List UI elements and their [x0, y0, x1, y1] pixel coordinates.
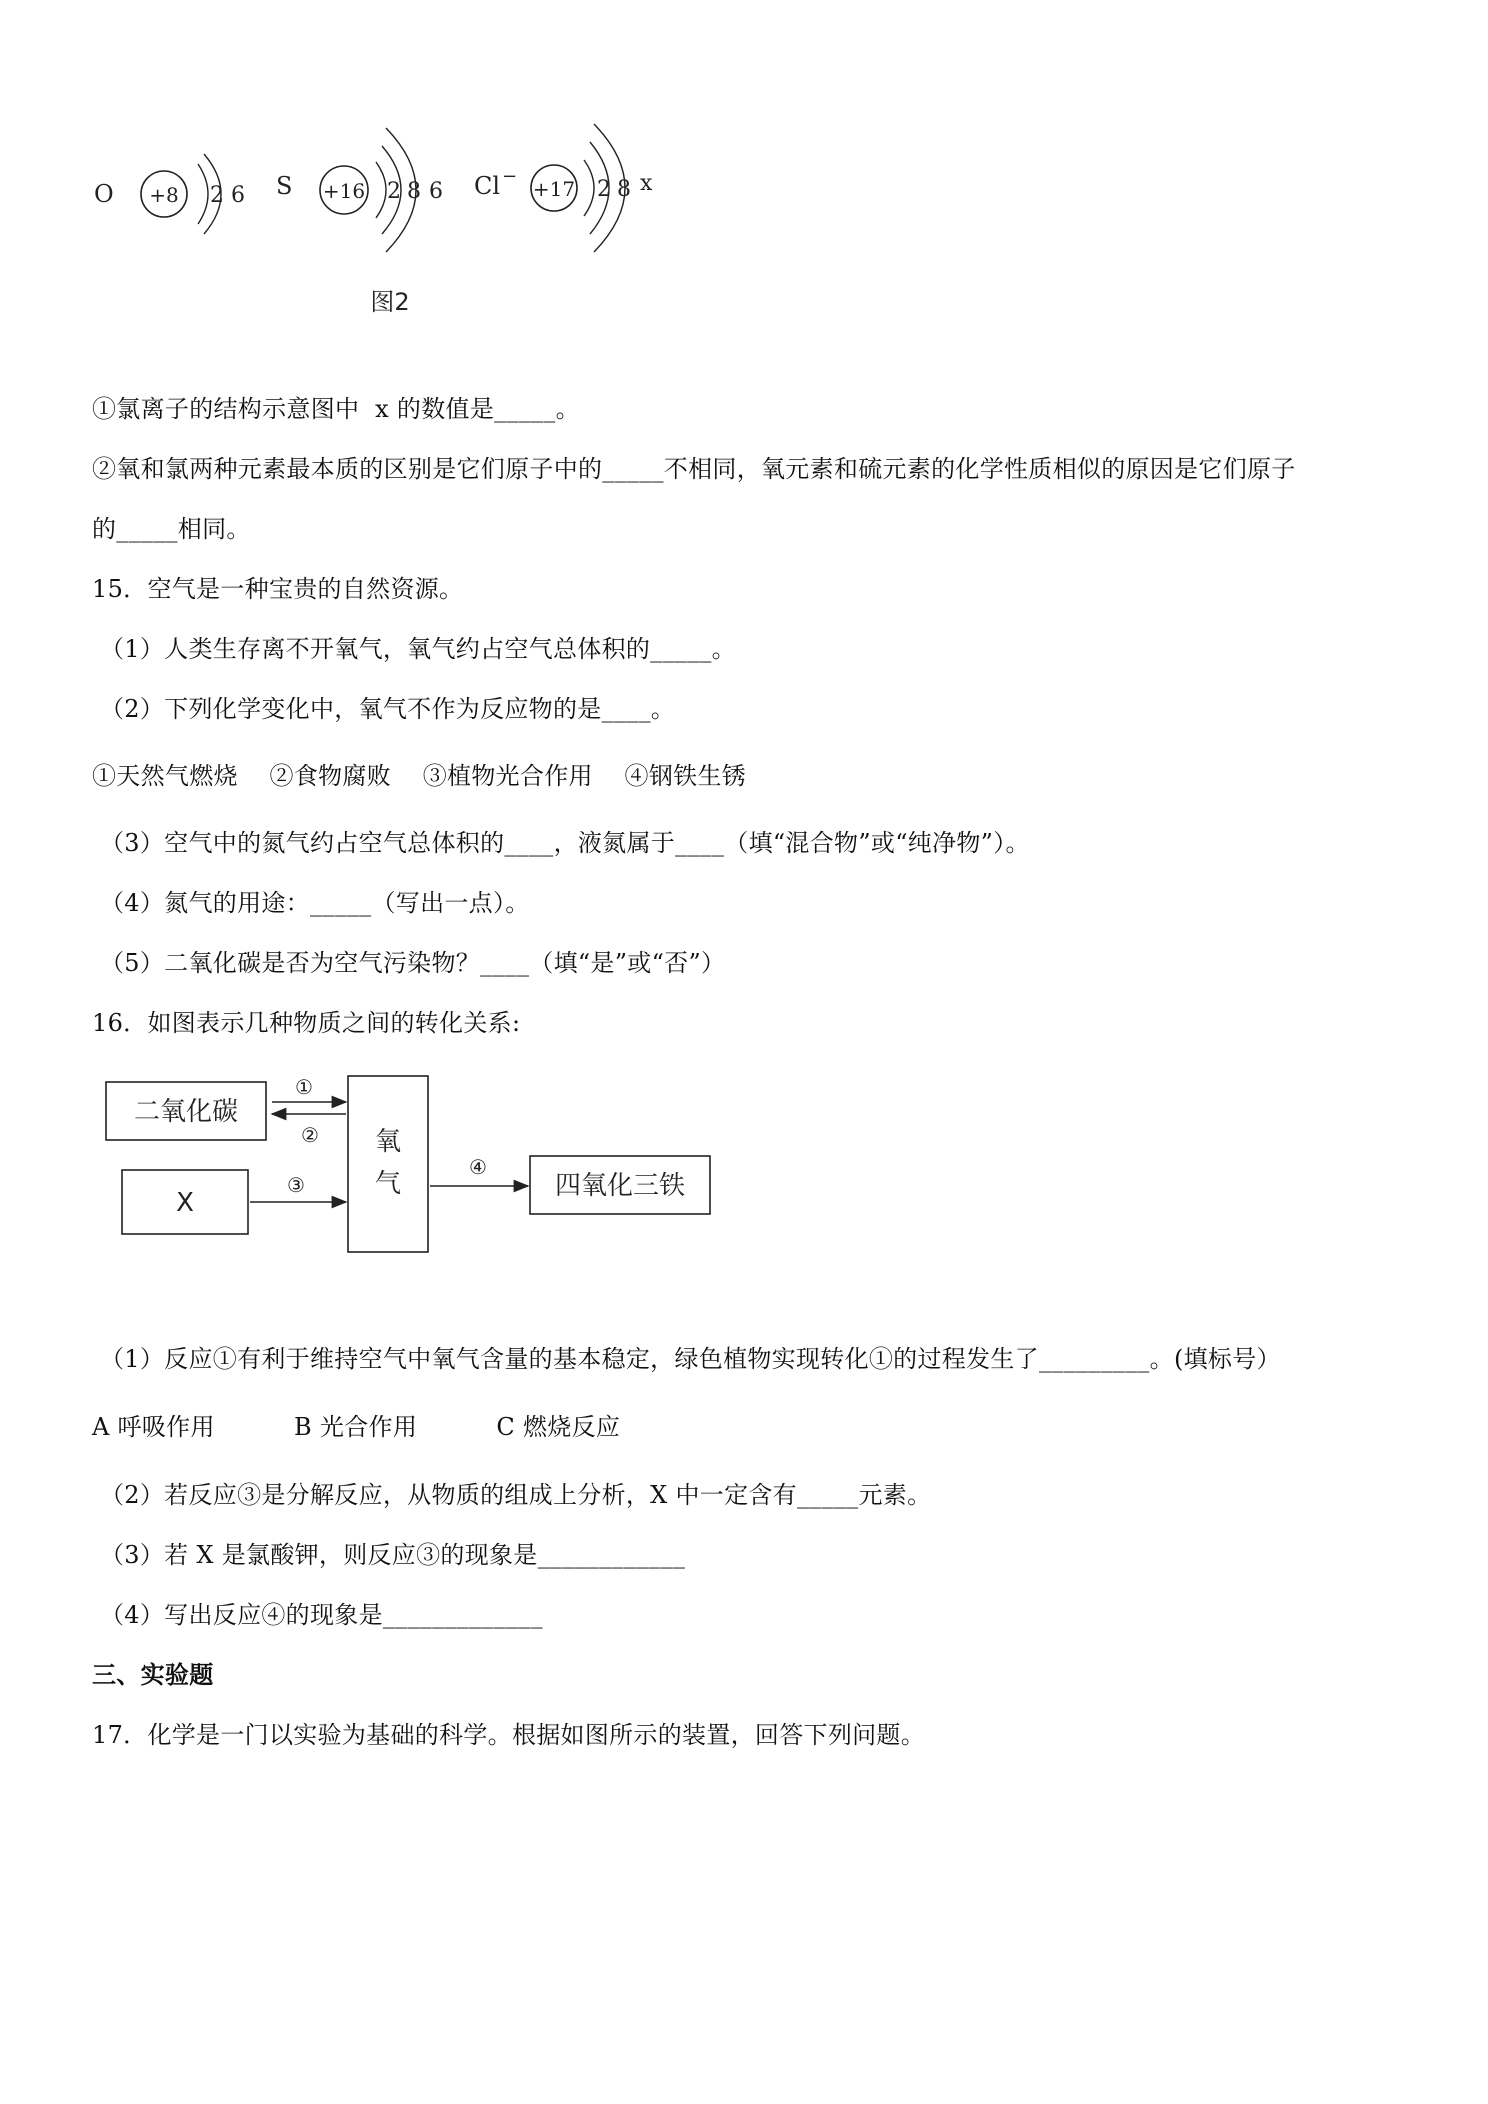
oxygen-shell-1-count: 2 — [210, 183, 224, 208]
arrow-3-label: ③ — [287, 1173, 305, 1197]
x-box-label: X — [176, 1188, 194, 1218]
arrow-1-label: ① — [295, 1075, 313, 1099]
q15-part1: （1）人类生存离不开氧气，氧气约占空气总体积的_____。 — [100, 635, 736, 663]
sulfur-nucleus-charge: +16 — [322, 179, 366, 203]
conversion-diagram — [100, 1070, 730, 1270]
q16-part1: （1）反应①有利于维持空气中氧气含量的基本稳定，绿色植物实现转化①的过程发生了_________。(填标号） — [100, 1345, 1281, 1373]
o2-box — [348, 1076, 428, 1252]
q17-stem: 17．化学是一门以实验为基础的科学。根据如图所示的装置，回答下列问题。 — [92, 1721, 926, 1749]
figure-caption: 图2 — [370, 288, 410, 316]
q15-part3: （3）空气中的氮气约占空气总体积的____，液氮属于____（填“混合物”或“纯净物”）。 — [100, 829, 1030, 857]
o2-box-label-bottom: 气 — [374, 1169, 402, 1199]
chloride-shell-2-count: 8 — [617, 177, 631, 202]
q15-part5: （5）二氧化碳是否为空气污染物？____（填“是”或“否”） — [100, 949, 726, 977]
chloride-shell-3-count: x — [640, 171, 653, 196]
oxygen-shell-2-count: 6 — [231, 183, 245, 208]
o2-box-label-top: 氧 — [374, 1127, 402, 1157]
q15-part4: （4）氮气的用途：_____（写出一点）。 — [100, 889, 530, 917]
q14-sub1: ①氯离子的结构示意图中 x 的数值是_____。 — [92, 395, 580, 423]
arrow-2-label: ② — [301, 1123, 319, 1147]
chloride-shell-1-count: 2 — [597, 177, 611, 202]
q15-stem: 15．空气是一种宝贵的自然资源。 — [92, 575, 464, 603]
sulfur-symbol: S — [276, 172, 293, 200]
sulfur-shell-2-count: 8 — [407, 179, 421, 204]
q14-sub2-line2: 的_____相同。 — [92, 515, 251, 543]
co2-box-label: 二氧化碳 — [133, 1097, 239, 1127]
arrow-4-label: ④ — [469, 1155, 487, 1179]
q16-stem: 16．如图表示几种物质之间的转化关系: — [92, 1009, 521, 1037]
sulfur-shell-3-count: 6 — [429, 179, 443, 204]
chloride-charge: − — [502, 166, 518, 187]
oxygen-shell-1 — [198, 164, 208, 224]
q16-part1-options: A 呼吸作用 B 光合作用 C 燃烧反应 — [92, 1413, 621, 1441]
q16-part3: （3）若 X 是氯酸钾，则反应③的现象是____________ — [100, 1541, 686, 1569]
q15-part2-options: ①天然气燃烧 ②食物腐败 ③植物光合作用 ④钢铁生锈 — [92, 762, 747, 790]
fe3o4-box-label: 四氧化三铁 — [554, 1171, 686, 1201]
q15-part2: （2）下列化学变化中，氧气不作为反应物的是____。 — [100, 695, 676, 723]
section-3-heading: 三、实验题 — [92, 1660, 214, 1689]
atom-structure-figure — [80, 90, 700, 330]
sulfur-shell-1 — [376, 162, 386, 218]
sulfur-shell-1-count: 2 — [387, 179, 401, 204]
q16-part2: （2）若反应③是分解反应，从物质的组成上分析，X 中一定含有_____元素。 — [100, 1481, 932, 1509]
q14-sub2-line1: ②氧和氯两种元素最本质的区别是它们原子中的_____不相同，氧元素和硫元素的化学性质相似的原因是它们原子 — [92, 455, 1296, 483]
chloride-shell-1 — [584, 160, 594, 216]
q16-part4: （4）写出反应④的现象是_____________ — [100, 1601, 543, 1629]
chloride-nucleus-charge: +17 — [532, 177, 576, 201]
oxygen-symbol: O — [94, 180, 114, 208]
oxygen-nucleus-charge: +8 — [149, 183, 179, 207]
chloride-symbol: Cl — [474, 172, 501, 200]
